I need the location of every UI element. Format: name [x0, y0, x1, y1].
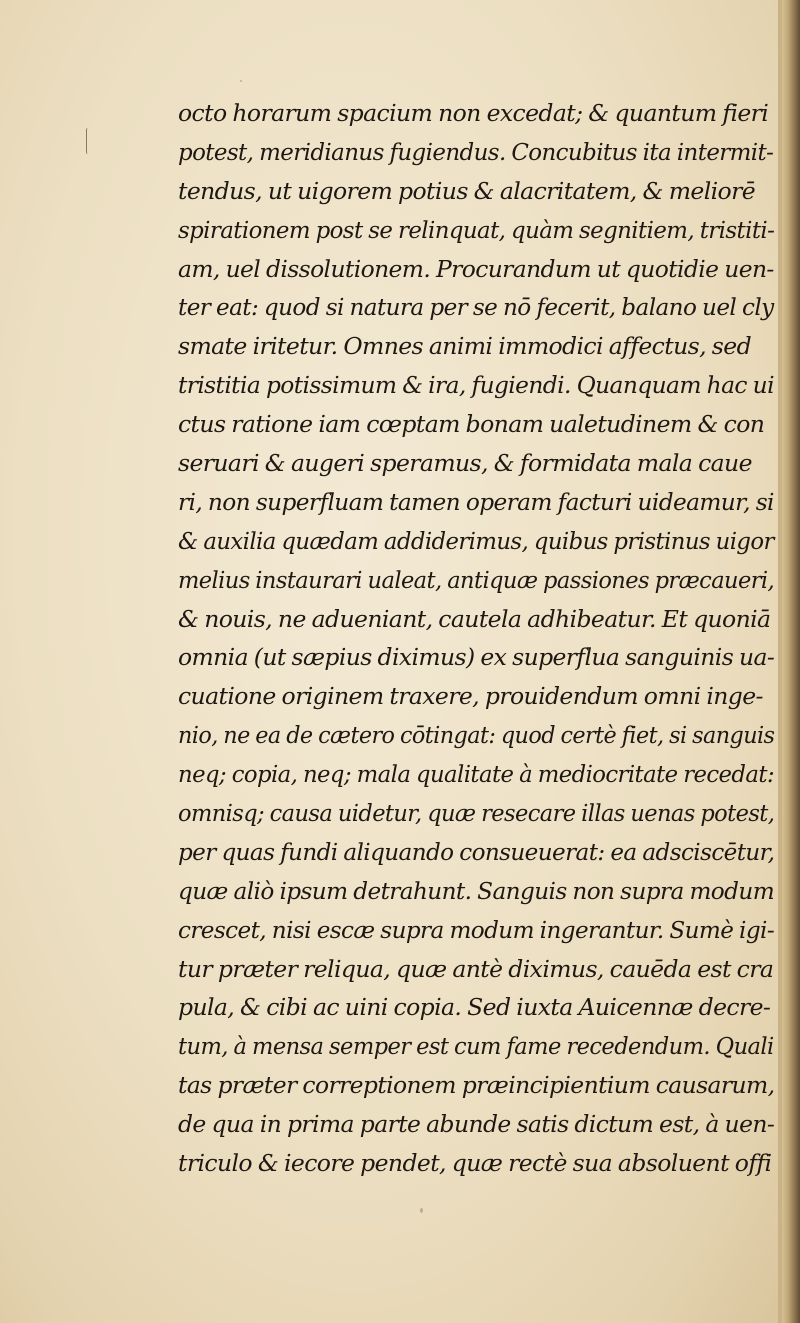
text-line: & auxilia quædam addiderimus, quibus pristinus uigor [178, 526, 774, 555]
text-line: ter eat: quod si natura per se nō fecerit, balano uel cly [178, 293, 774, 322]
text-line: ri, non superfluam tamen operam facturi uideamur, si [178, 487, 774, 516]
text-line: per quas fundi aliquando consueuerat: ea adsciscētur, [178, 837, 775, 866]
book-binding-edge [782, 0, 800, 1323]
text-line: tendus, ut uigorem potius & alacritatem, & meliorē [178, 176, 756, 205]
text-line: smate iritetur. Omnes animi immodici affectus, sed [178, 332, 752, 361]
body-text [178, 94, 778, 1183]
text-line: triculo & iecore pendet, quæ rectè sua absoluent offi [178, 1149, 772, 1178]
margin-mark [86, 128, 90, 154]
paper-speck [420, 1208, 423, 1213]
text-line: ctus ratione iam cœptam bonam ualetudinem & con [178, 410, 765, 439]
paper-speck [240, 80, 242, 82]
text-line: octo horarum spacium non excedat; & quantum fieri [178, 99, 769, 127]
text-line: potest, meridianus fugiendus. Concubitus ita intermit- [178, 137, 774, 166]
text-line: tas præter correptionem præincipientium causarum, [178, 1071, 775, 1100]
text-line: cuatione originem traxere, prouidendum omni inge- [178, 682, 763, 711]
text-line: am, uel dissolutionem. Procurandum ut quotidie uen- [178, 254, 774, 283]
text-line: quæ aliò ipsum detrahunt. Sanguis non supra modum [178, 876, 775, 905]
text-line: omnia (ut sæpius diximus) ex superflua sanguinis ua- [178, 643, 775, 672]
text-line: nio, ne ea de cætero cōtingat: quod certè fiet, si sanguis [178, 721, 775, 750]
text-line: neq; copia, neq; mala qualitate à mediocritate recedat: [178, 760, 775, 789]
text-line: tur præter reliqua, quæ antè diximus, cauēda est cra [178, 954, 774, 983]
text-line: de qua in prima parte abunde satis dictum est, à uen- [178, 1110, 775, 1139]
text-line: pula, & cibi ac uini copia. Sed iuxta Auicennæ decre- [178, 993, 771, 1022]
text-line: omnisq; causa uidetur, quæ resecare illas uenas potest, [178, 799, 775, 828]
text-line: tristitia potissimum & ira, fugiendi. Quanquam hac ui [178, 371, 774, 400]
text-line: seruari & augeri speramus, & formidata mala caue [178, 449, 752, 478]
text-line: tum, à mensa semper est cum fame recedendum. Quali [178, 1032, 774, 1061]
text-line: melius instaurari ualeat, antiquæ passiones præcaueri, [178, 565, 775, 594]
text-line: crescet, nisi escæ supra modum ingerantur. Sumè igi- [178, 915, 775, 944]
text-line: & nouis, ne adueniant, cautela adhibeatur. Et quoniā [178, 604, 771, 633]
text-line: spirationem post se relinquat, quàm segnitiem, tristiti- [178, 215, 775, 244]
